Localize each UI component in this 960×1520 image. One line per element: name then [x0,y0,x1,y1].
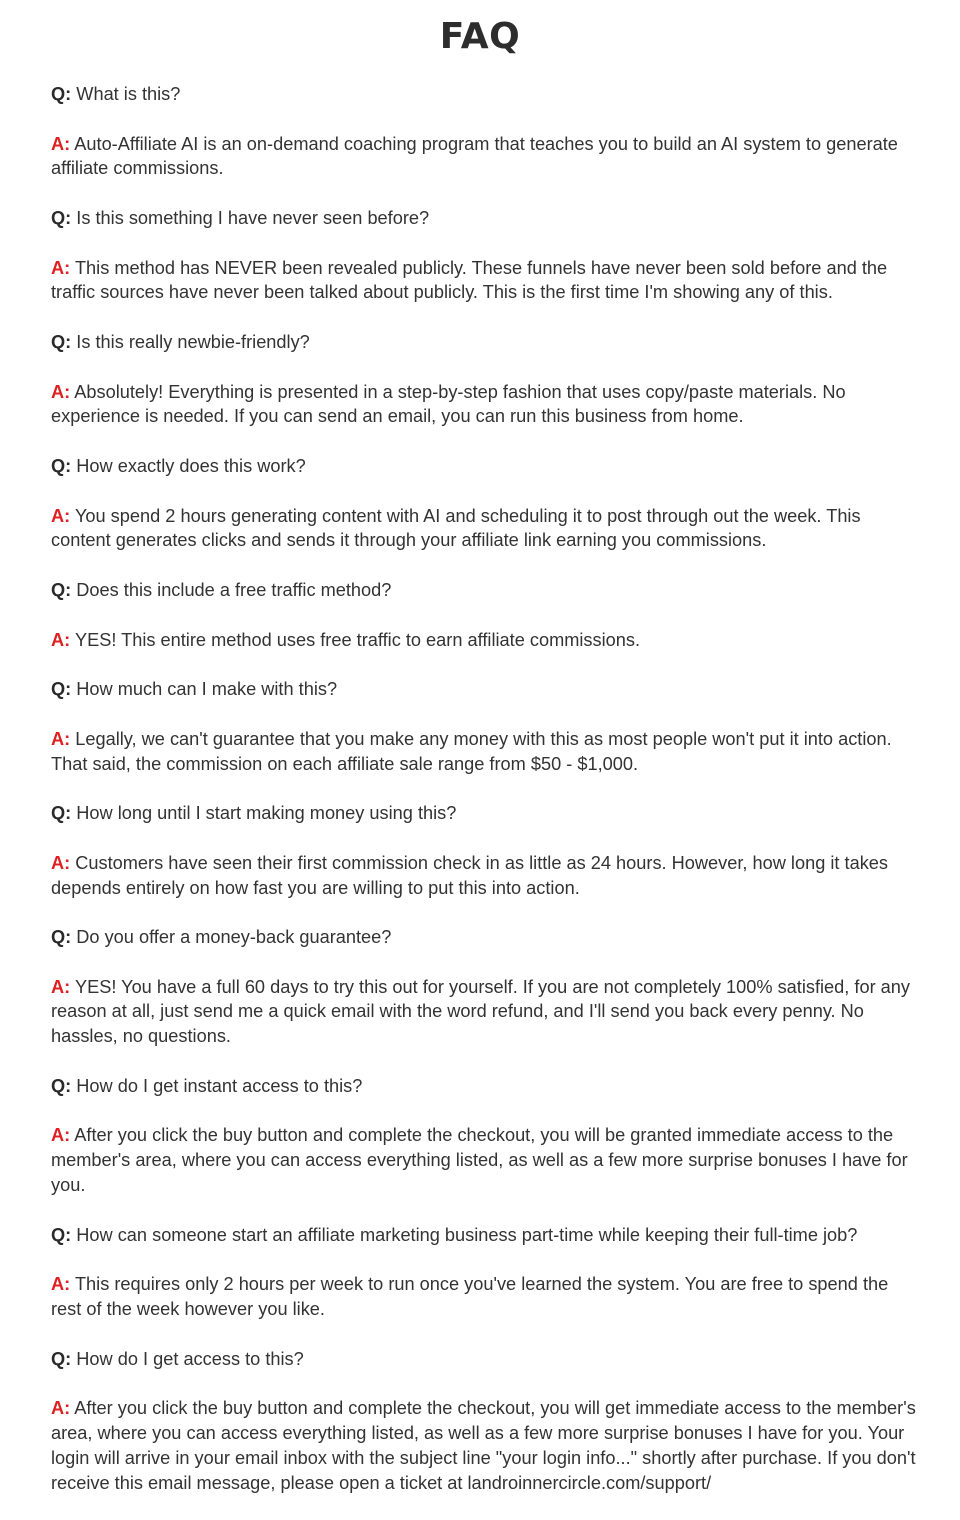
answer-label: A: [51,1125,71,1146]
faq-answer [51,504,917,554]
answer-text: This method has NEVER been revealed publicly. These funnels have never been sold before and the traffic sources have never been talked about publicly. This is the first time I'm showing any of this. [51,257,888,303]
faq-item [51,1347,917,1496]
question-text: How can someone start an affiliate marketing business part-time while keeping their full-time job? [76,1224,858,1245]
faq-item [51,578,917,652]
faq-question [51,1223,917,1248]
answer-text: Customers have seen their first commission check in as little as 24 hours. However, how long it takes depends entirely on how fast you are willing to put this into action. [51,852,888,898]
faq-item [51,677,917,776]
question-label: Q: [51,1075,72,1096]
faq-answer [51,1396,917,1495]
question-text: Does this include a free traffic method? [76,579,392,600]
faq-item [51,82,917,181]
faq-question [51,454,917,479]
answer-text: Absolutely! Everything is presented in a step-by-step fashion that uses copy/paste materials. No experience is needed. If you can send an email, you can run this business from home. [51,381,846,427]
answer-text: After you click the buy button and complete the checkout, you will be granted immediate access to the member's area, where you can access everything listed, as well as a few more surprise bonuses I have for you. [51,1125,908,1196]
faq-answer [51,628,917,653]
answer-text: YES! This entire method uses free traffic to earn affiliate commissions. [74,629,641,650]
faq-item [51,330,917,429]
faq-answer [51,1123,917,1197]
faq-question [51,578,917,603]
answer-label: A: [51,976,71,997]
question-text: Is this really newbie-friendly? [76,331,310,352]
answer-label: A: [51,1274,71,1295]
question-text: How do I get instant access to this? [76,1075,363,1096]
answer-text: You spend 2 hours generating content with AI and scheduling it to post through out the week. This content generates clicks and sends it through your affiliate link earning you commissions. [51,505,861,551]
question-label: Q: [51,679,72,700]
faq-answer [51,975,917,1049]
answer-label: A: [51,1398,71,1419]
faq-item [51,925,917,1049]
faq-question [51,1347,917,1372]
answer-label: A: [51,133,71,154]
faq-item [51,1223,917,1322]
answer-label: A: [51,505,71,526]
question-text: How long until I start making money using this? [76,803,457,824]
page-title: FAQ [439,16,521,57]
question-label: Q: [51,331,72,352]
faq-question [51,82,917,107]
faq-question [51,801,917,826]
faq-answer [51,851,917,901]
faq-answer [51,727,917,777]
answer-label: A: [51,381,71,402]
question-label: Q: [51,455,72,476]
answer-text: After you click the buy button and complete the checkout, you will get immediate access to the member's area, where you can access everything listed, as well as a few more surprise bonuses I have for you. Your login will arrive in your email inbox with the subject line "your login info..." shortly after purchase. If you don't receive this email message, please open a ticket at landroinnercircle.com/support/ [51,1398,916,1493]
faq-answer [51,256,917,306]
question-label: Q: [51,803,72,824]
faq-question [51,330,917,355]
faq-question [51,677,917,702]
question-label: Q: [51,1348,72,1369]
faq-answer [51,1272,917,1322]
question-text: How much can I make with this? [76,679,338,700]
answer-label: A: [51,629,71,650]
question-text: Is this something I have never seen before? [76,207,430,228]
faq-question [51,206,917,231]
answer-label: A: [51,257,71,278]
faq-question [51,1074,917,1099]
question-text: How do I get access to this? [76,1348,304,1369]
faq-list [51,82,917,1520]
question-text: Do you offer a money-back guarantee? [76,927,392,948]
faq-item [51,801,917,900]
answer-label: A: [51,852,71,873]
question-label: Q: [51,207,72,228]
question-label: Q: [51,927,72,948]
question-label: Q: [51,84,72,104]
answer-text: This requires only 2 hours per week to run once you've learned the system. You are free to spend the rest of the week however you like. [51,1274,889,1320]
question-text: What is this? [76,84,181,104]
faq-answer [51,132,917,182]
faq-answer [51,380,917,430]
faq-item [51,206,917,305]
faq-item [51,1074,917,1198]
answer-text: Auto-Affiliate AI is an on-demand coaching program that teaches you to build an AI system to generate affiliate commissions. [51,133,898,179]
question-label: Q: [51,579,72,600]
question-label: Q: [51,1224,72,1245]
faq-item [51,454,917,553]
answer-text: Legally, we can't guarantee that you make any money with this as most people won't put it into action. That said, the commission on each affiliate sale range from $50 - $1,000. [51,728,892,774]
answer-label: A: [51,728,71,749]
answer-text: YES! You have a full 60 days to try this out for yourself. If you are not completely 100% satisfied, for any reason at all, just send me a quick email with the word refund, and I'll send you back every penny. No hassles, no questions. [51,976,910,1047]
faq-question [51,925,917,950]
question-text: How exactly does this work? [76,455,306,476]
